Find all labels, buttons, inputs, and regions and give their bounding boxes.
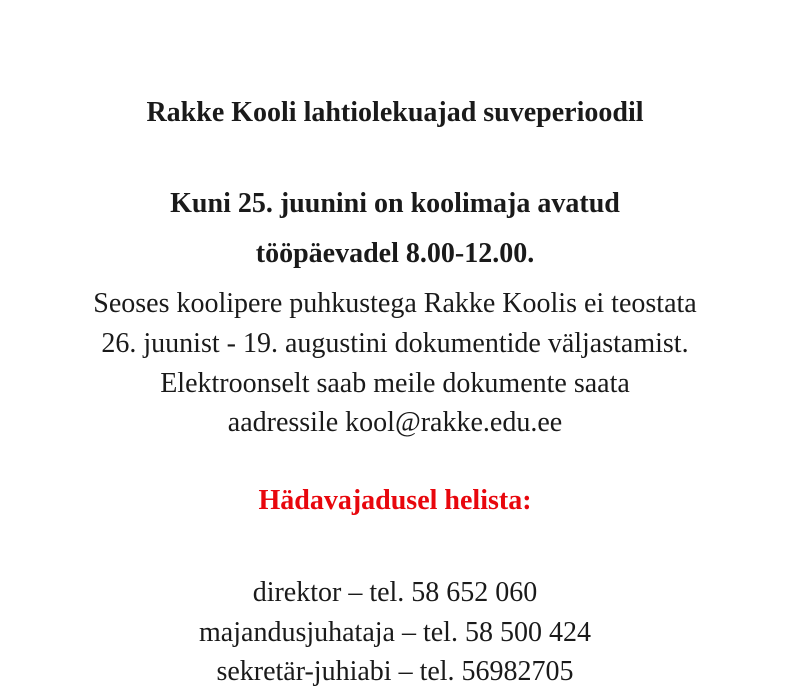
emergency-heading: Hädavajadusel helista: (258, 485, 532, 516)
opening-hours-line-1: Kuni 25. juunini on koolimaja avatud (170, 188, 620, 219)
contact-director: direktor – tel. 58 652 060 (252, 577, 538, 608)
notice-body-line-2: 26. juunist - 19. augustini dokumentide väljastamist. (101, 328, 689, 359)
contact-secretary: sekretär-juhiabi – tel. 56982705 (216, 656, 574, 687)
contact-facilities-manager: majandusjuhataja – tel. 58 500 424 (199, 617, 591, 648)
notice-body-line-3: Elektroonselt saab meile dokumente saata (160, 368, 630, 399)
notice-body-line-1: Seoses koolipere puhkustega Rakke Koolis ei teostata (93, 288, 697, 319)
notice-title: Rakke Kooli lahtiolekuajad suveperioodil (146, 97, 644, 128)
notice-body-line-4: aadressile kool@rakke.edu.ee (227, 407, 563, 438)
opening-hours-line-2: tööpäevadel 8.00-12.00. (255, 238, 535, 269)
